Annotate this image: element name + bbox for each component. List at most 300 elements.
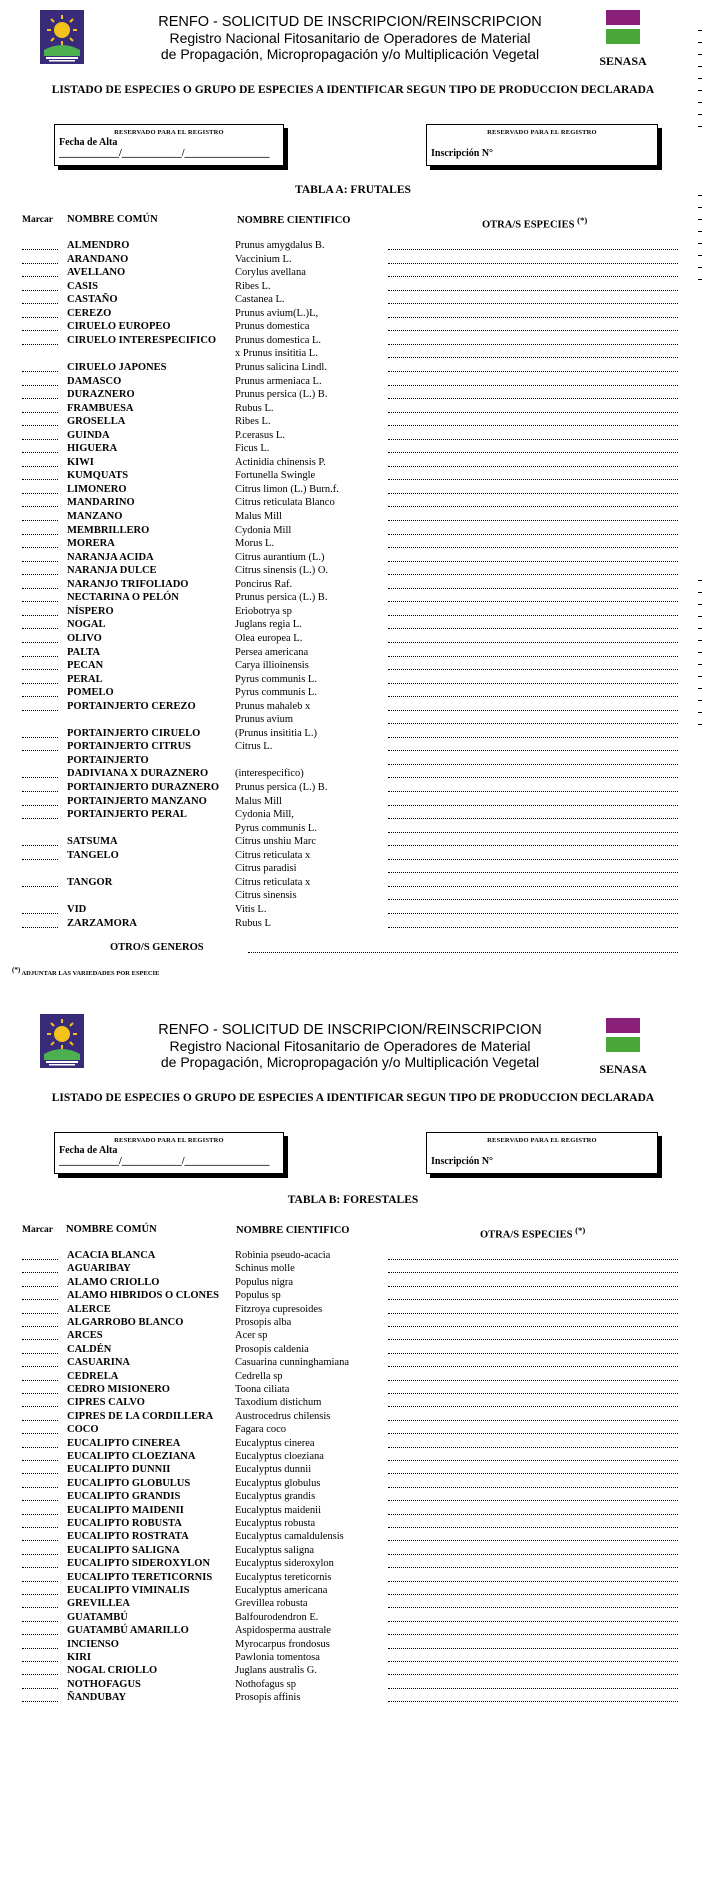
table-row	[0, 1397, 706, 1410]
otra-especie-field[interactable]	[388, 506, 678, 507]
nombre-comun-cell: DURAZNERO	[67, 389, 135, 401]
otros-generos-field[interactable]	[248, 952, 678, 953]
nombre-cientifico-cell: Eucalyptus maidenii	[235, 1504, 322, 1516]
nombre-comun-cell: MANZANO	[67, 511, 123, 522]
reserved-box-fecha-alta	[54, 1132, 284, 1174]
nombre-comun-cell: KUMQUATS	[67, 470, 129, 482]
nombre-cientifico-cell: Prunus persica (L.) B.	[235, 389, 328, 401]
nombre-comun-cell: KIRI	[67, 1652, 91, 1663]
nombre-cientifico-cell: Vaccinium L.	[235, 253, 292, 265]
marcar-field[interactable]	[22, 385, 58, 386]
marcar-field[interactable]	[22, 1473, 58, 1474]
nombre-comun-cell: CIRUELO JAPONES	[67, 361, 167, 373]
marcar-field[interactable]	[22, 263, 58, 264]
otra-especie-field[interactable]	[388, 683, 678, 684]
marcar-field[interactable]	[22, 737, 58, 738]
table-row	[0, 565, 706, 578]
marcar-field[interactable]	[22, 1406, 58, 1407]
otra-especie-field[interactable]	[388, 696, 678, 697]
table-row	[0, 606, 706, 619]
otra-especie-field[interactable]	[388, 1393, 678, 1394]
table-row	[0, 1263, 706, 1276]
nombre-comun-cell: CALDÉN	[67, 1343, 112, 1355]
otra-especie-field[interactable]	[388, 737, 678, 738]
otra-especie-field[interactable]	[388, 1380, 678, 1381]
table-row	[0, 1478, 706, 1491]
table-row	[0, 890, 706, 903]
marcar-field[interactable]	[22, 601, 58, 602]
table-row	[0, 1384, 706, 1397]
marcar-field[interactable]	[22, 1621, 58, 1622]
otra-especie-field[interactable]	[388, 1420, 678, 1421]
marcar-field[interactable]	[22, 1366, 58, 1367]
otra-especie-field[interactable]	[388, 1648, 678, 1649]
nombre-cientifico-cell: Robinia pseudo-acacia	[235, 1250, 331, 1261]
nombre-cientifico-cell: Olea europea L.	[235, 632, 303, 644]
table-row	[0, 1424, 706, 1437]
marcar-field[interactable]	[22, 371, 58, 372]
otra-especie-field[interactable]	[388, 899, 678, 900]
listado-heading: LISTADO DE ESPECIES O GRUPO DE ESPECIES A IDENTIFICAR SEGUN TIPO DE PRODUCCION DECLARADA	[51, 84, 655, 96]
otra-especie-field[interactable]	[388, 1500, 678, 1501]
otra-especie-field[interactable]	[388, 520, 678, 521]
table-row	[0, 538, 706, 551]
nombre-comun-cell: EUCALIPTO GRANDIS	[67, 1491, 181, 1503]
marcar-field[interactable]	[22, 547, 58, 548]
otra-especie-field[interactable]	[388, 1514, 678, 1515]
marcar-field[interactable]	[22, 1299, 58, 1300]
nombre-cientifico-cell: Nothofagus sp	[235, 1678, 296, 1690]
marcar-field[interactable]	[22, 412, 58, 413]
marcar-field[interactable]	[22, 642, 58, 643]
nombre-comun-cell: ZARZAMORA	[67, 917, 137, 929]
nombre-comun-cell: EUCALIPTO SALIGNA	[67, 1544, 180, 1556]
form-title: RENFO - SOLICITUD DE INSCRIPCION/REINSCRIPCION	[158, 1022, 542, 1038]
otra-especie-field[interactable]	[388, 1594, 678, 1595]
fecha-alta-field[interactable]: Fecha de Alta ____________/____________/_________________	[59, 137, 270, 159]
marcar-field[interactable]	[22, 927, 58, 928]
nombre-comun-cell: KIWI	[67, 456, 94, 468]
otra-especie-field[interactable]	[388, 601, 678, 602]
otra-especie-field[interactable]	[388, 425, 678, 426]
marcar-field[interactable]	[22, 317, 58, 318]
otra-especie-field[interactable]	[388, 1366, 678, 1367]
marcar-field[interactable]	[22, 1460, 58, 1461]
marcar-field[interactable]	[22, 1326, 58, 1327]
otra-especie-field[interactable]	[388, 1527, 678, 1528]
marcar-field[interactable]	[22, 1567, 58, 1568]
nombre-cientifico-cell: Juglans australis G.	[235, 1665, 317, 1677]
marcar-field[interactable]	[22, 805, 58, 806]
otra-especie-field[interactable]	[388, 764, 678, 765]
table-row	[0, 1250, 706, 1263]
nombre-cientifico-cell: Prosopis affinis	[235, 1692, 301, 1704]
otra-especie-field[interactable]	[388, 927, 678, 928]
otra-especie-field[interactable]	[388, 1621, 678, 1622]
nombre-cientifico-cell: Carya illioinensis	[235, 660, 309, 672]
marcar-field[interactable]	[22, 574, 58, 575]
otra-especie-field[interactable]	[388, 1701, 678, 1702]
otra-especie-field[interactable]	[388, 1567, 678, 1568]
marcar-field[interactable]	[22, 1594, 58, 1595]
nombre-comun-cell: GUINDA	[67, 429, 110, 441]
otra-especie-field[interactable]	[388, 615, 678, 616]
nombre-cientifico-cell: Eriobotrya sp	[235, 605, 292, 617]
otra-especie-field[interactable]	[388, 1447, 678, 1448]
inscripcion-number-field[interactable]: Inscripción N°	[431, 1156, 494, 1167]
otra-especie-field[interactable]	[388, 818, 678, 819]
table-row	[0, 714, 706, 727]
marcar-field[interactable]	[22, 1661, 58, 1662]
table-row	[0, 1558, 706, 1571]
marcar-field[interactable]	[22, 1487, 58, 1488]
marcar-field[interactable]	[22, 344, 58, 345]
marcar-field[interactable]	[22, 710, 58, 711]
marcar-field[interactable]	[22, 818, 58, 819]
marcar-field[interactable]	[22, 615, 58, 616]
marcar-field[interactable]	[22, 1674, 58, 1675]
marcar-field[interactable]	[22, 452, 58, 453]
nombre-comun-cell: PORTAINJERTO CIRUELO	[67, 727, 201, 739]
marcar-field[interactable]	[22, 398, 58, 399]
col-marcar-header: Marcar	[22, 215, 53, 225]
otra-especie-field[interactable]	[388, 1674, 678, 1675]
table-row	[0, 1277, 706, 1290]
otra-especie-field[interactable]	[388, 1688, 678, 1689]
otra-especie-field[interactable]	[388, 1581, 678, 1582]
otra-especie-field[interactable]	[388, 628, 678, 629]
nombre-cientifico-cell: Prunus domestica	[235, 321, 310, 333]
table-row	[0, 701, 706, 714]
table-row	[0, 1344, 706, 1357]
nombre-cientifico-cell: Rubus L.	[235, 402, 274, 414]
nombre-cientifico-cell: Eucalyptus globulus	[235, 1477, 321, 1489]
table-row	[0, 1371, 706, 1384]
table-row	[0, 470, 706, 483]
nombre-comun-cell: LIMONERO	[67, 483, 127, 495]
marcar-field[interactable]	[22, 1313, 58, 1314]
nombre-comun-cell: ARCES	[67, 1330, 103, 1342]
reserved-box-inscripcion	[426, 124, 658, 166]
otra-especie-field[interactable]	[388, 344, 678, 345]
senasa-label: SENASA	[599, 54, 647, 68]
nombre-cientifico-cell: Ribes L.	[235, 416, 271, 428]
marcar-field[interactable]	[22, 303, 58, 304]
otra-especie-field[interactable]	[388, 1433, 678, 1434]
marcar-field[interactable]	[22, 1272, 58, 1273]
nombre-cientifico-cell: Casuarina cunninghamiana	[235, 1357, 350, 1369]
otra-especie-field[interactable]	[388, 1634, 678, 1635]
form-title: RENFO - SOLICITUD DE INSCRIPCION/REINSCRIPCION	[158, 14, 542, 30]
marcar-field[interactable]	[22, 588, 58, 589]
otra-especie-field[interactable]	[388, 249, 678, 250]
otra-especie-field[interactable]	[388, 1460, 678, 1461]
marcar-field[interactable]	[22, 1433, 58, 1434]
nombre-comun-cell: CASIS	[67, 280, 98, 292]
table-row	[0, 254, 706, 267]
table-row	[0, 552, 706, 565]
otra-especie-field[interactable]	[388, 886, 678, 887]
marcar-field[interactable]	[22, 1420, 58, 1421]
marcar-field[interactable]	[22, 1581, 58, 1582]
marcar-field[interactable]	[22, 1634, 58, 1635]
otra-especie-field[interactable]	[388, 832, 678, 833]
marcar-field[interactable]	[22, 669, 58, 670]
col-nombre-cientifico-header: NOMBRE CIENTIFICO	[237, 215, 351, 226]
nombre-comun-cell: NOTHOFAGUS	[67, 1678, 141, 1690]
table-row	[0, 1317, 706, 1330]
marcar-field[interactable]	[22, 276, 58, 277]
nombre-cientifico-cell: Prunus salicina Lindl.	[235, 361, 327, 373]
nombre-cientifico-cell: Ficus L.	[235, 443, 270, 455]
marcar-field[interactable]	[22, 1607, 58, 1608]
otra-especie-field[interactable]	[388, 1540, 678, 1541]
nombre-cientifico-cell: Citrus reticulata x	[235, 849, 311, 861]
reserved-box-inscripcion	[426, 1132, 658, 1174]
marcar-field[interactable]	[22, 561, 58, 562]
marcar-field[interactable]	[22, 1648, 58, 1649]
marcar-field[interactable]	[22, 425, 58, 426]
otra-especie-field[interactable]	[388, 1353, 678, 1354]
otra-especie-field[interactable]	[388, 398, 678, 399]
otra-especie-field[interactable]	[388, 1661, 678, 1662]
otra-especie-field[interactable]	[388, 276, 678, 277]
marcar-field[interactable]	[22, 1500, 58, 1501]
marcar-field[interactable]	[22, 466, 58, 467]
marcar-field[interactable]	[22, 506, 58, 507]
otra-especie-field[interactable]	[388, 791, 678, 792]
otra-especie-field[interactable]	[388, 303, 678, 304]
otra-especie-field[interactable]	[388, 1272, 678, 1273]
otra-especie-field[interactable]	[388, 642, 678, 643]
marcar-field[interactable]	[22, 534, 58, 535]
col-marcar-header: Marcar	[22, 1225, 53, 1235]
table-row	[0, 1652, 706, 1665]
nombre-cientifico-cell: Malus Mill	[235, 795, 282, 807]
table-row	[0, 836, 706, 849]
otra-especie-field[interactable]	[388, 290, 678, 291]
nombre-comun-cell: PORTAINJERTO CITRUS	[67, 741, 192, 753]
nombre-cientifico-cell: Prunus amygdalus B.	[235, 240, 325, 251]
table-row	[0, 457, 706, 470]
otra-especie-field[interactable]	[388, 574, 678, 575]
otra-especie-field[interactable]	[388, 1487, 678, 1488]
nombre-comun-cell: EUCALIPTO GLOBULUS	[67, 1477, 191, 1489]
nombre-cientifico-cell: Pyrus communis L.	[235, 822, 317, 834]
col-otras-especies-header: OTRA/S ESPECIES (*)	[480, 1225, 586, 1241]
nombre-comun-cell: EUCALIPTO ROSTRATA	[67, 1531, 189, 1543]
table-row	[0, 741, 706, 754]
nombre-comun-cell: PORTAINJERTO MANZANO	[67, 795, 207, 807]
table-row	[0, 416, 706, 429]
nombre-comun-cell: EUCALIPTO CLOEZIANA	[67, 1451, 196, 1462]
table-row	[0, 1665, 706, 1678]
reserved-box-heading: RESERVADO PARA EL REGISTRO	[487, 129, 597, 136]
inscripcion-number-field[interactable]: Inscripción N°	[431, 148, 494, 159]
otra-especie-field[interactable]	[388, 385, 678, 386]
otra-especie-field[interactable]	[388, 750, 678, 751]
marcar-field[interactable]	[22, 1527, 58, 1528]
nombre-cientifico-cell: Grevillea robusta	[235, 1598, 308, 1610]
marcar-field[interactable]	[22, 1447, 58, 1448]
nombre-comun-cell: NARANJA ACIDA	[67, 551, 154, 563]
otra-especie-field[interactable]	[388, 710, 678, 711]
nombre-comun-cell: MORERA	[67, 538, 115, 550]
otra-especie-field[interactable]	[388, 1299, 678, 1300]
marcar-field[interactable]	[22, 750, 58, 751]
otra-especie-field[interactable]	[388, 1339, 678, 1340]
nombre-comun-cell: GREVILLEA	[67, 1598, 131, 1610]
otra-especie-field[interactable]	[388, 588, 678, 589]
marcar-field[interactable]	[22, 1514, 58, 1515]
marcar-field[interactable]	[22, 656, 58, 657]
nombre-cientifico-cell: Eucalyptus americana	[235, 1585, 328, 1596]
nombre-cientifico-cell: Rubus L	[235, 917, 271, 929]
otra-especie-field[interactable]	[388, 263, 678, 264]
table-row	[0, 877, 706, 890]
nombre-comun-cell: CIRUELO EUROPEO	[67, 321, 171, 333]
marcar-field[interactable]	[22, 249, 58, 250]
marcar-field[interactable]	[22, 1380, 58, 1381]
table-row	[0, 904, 706, 917]
table-row	[0, 348, 706, 361]
marcar-field[interactable]	[22, 1688, 58, 1689]
marcar-field[interactable]	[22, 683, 58, 684]
otra-especie-field[interactable]	[388, 452, 678, 453]
marcar-field[interactable]	[22, 479, 58, 480]
nombre-comun-cell: EUCALIPTO VIMINALIS	[67, 1585, 190, 1596]
otra-especie-field[interactable]	[388, 656, 678, 657]
marcar-field[interactable]	[22, 886, 58, 887]
otra-especie-field[interactable]	[388, 534, 678, 535]
otra-especie-field[interactable]	[388, 845, 678, 846]
marcar-field[interactable]	[22, 439, 58, 440]
table-row	[0, 1330, 706, 1343]
otra-especie-field[interactable]	[388, 317, 678, 318]
nombre-comun-cell: FRAMBUESA	[67, 402, 134, 414]
marcar-field[interactable]	[22, 290, 58, 291]
otra-especie-field[interactable]	[388, 479, 678, 480]
marcar-field[interactable]	[22, 777, 58, 778]
nombre-cientifico-cell: Cedrella sp	[235, 1370, 283, 1382]
fecha-alta-field[interactable]: Fecha de Alta ____________/____________/_________________	[59, 1145, 270, 1167]
form-subtitle-2: de Propagación, Micropropagación y/o Multiplicación Vegetal	[160, 46, 540, 62]
table-row	[0, 362, 706, 375]
otra-especie-field[interactable]	[388, 1286, 678, 1287]
form-subtitle-2: de Propagación, Micropropagación y/o Multiplicación Vegetal	[160, 1054, 540, 1070]
otra-especie-field[interactable]	[388, 561, 678, 562]
otra-especie-field[interactable]	[388, 1406, 678, 1407]
otra-especie-field[interactable]	[388, 872, 678, 873]
tabla-a-title: TABLA A: FRUTALES	[295, 184, 411, 196]
otra-especie-field[interactable]	[388, 439, 678, 440]
reserved-box-heading: RESERVADO PARA EL REGISTRO	[114, 129, 224, 136]
nombre-cientifico-cell: Aspidosperma australe	[235, 1625, 331, 1637]
marcar-field[interactable]	[22, 1393, 58, 1394]
table-row	[0, 1679, 706, 1692]
table-row	[0, 1639, 706, 1652]
otra-especie-field[interactable]	[388, 547, 678, 548]
otra-especie-field[interactable]	[388, 669, 678, 670]
marcar-field[interactable]	[22, 1339, 58, 1340]
col-nombre-comun-header: NOMBRE COMÚN	[67, 214, 158, 225]
otra-especie-field[interactable]	[388, 1554, 678, 1555]
otra-especie-field[interactable]	[388, 1607, 678, 1608]
listado-heading: LISTADO DE ESPECIES O GRUPO DE ESPECIES A IDENTIFICAR SEGUN TIPO DE PRODUCCION DECLARADA	[51, 1092, 655, 1104]
form-subtitle-1: Registro Nacional Fitosanitario de Operadores de Material	[169, 1038, 531, 1054]
nombre-cientifico-cell: Eucalyptus saligna	[235, 1544, 315, 1556]
nombre-comun-cell: NARANJO TRIFOLIADO	[67, 578, 189, 590]
table-row	[0, 1464, 706, 1477]
nombre-cientifico-cell: Citrus reticulata x	[235, 876, 311, 888]
marcar-field[interactable]	[22, 493, 58, 494]
marcar-field[interactable]	[22, 1286, 58, 1287]
otra-especie-field[interactable]	[388, 1473, 678, 1474]
marcar-field[interactable]	[22, 791, 58, 792]
marcar-field[interactable]	[22, 845, 58, 846]
otra-especie-field[interactable]	[388, 805, 678, 806]
nombre-comun-cell: EUCALIPTO MAIDENII	[67, 1504, 184, 1516]
tabla-b-title: TABLA B: FORESTALES	[287, 1194, 419, 1206]
otra-especie-field[interactable]	[388, 357, 678, 358]
marcar-field[interactable]	[22, 1554, 58, 1555]
otra-especie-field[interactable]	[388, 913, 678, 914]
table-row	[0, 1585, 706, 1598]
nombre-cientifico-cell: Austrocedrus chilensis	[235, 1410, 331, 1422]
nombre-comun-cell: ALGARROBO BLANCO	[67, 1317, 184, 1328]
table-row	[0, 809, 706, 822]
otra-especie-field[interactable]	[388, 859, 678, 860]
marcar-field[interactable]	[22, 1353, 58, 1354]
table-row	[0, 497, 706, 510]
otra-especie-field[interactable]	[388, 466, 678, 467]
otra-especie-field[interactable]	[388, 412, 678, 413]
otra-especie-field[interactable]	[388, 330, 678, 331]
senasa-logo-icon	[606, 1018, 640, 1054]
table-row	[0, 403, 706, 416]
marcar-field[interactable]	[22, 696, 58, 697]
marcar-field[interactable]	[22, 859, 58, 860]
form-subtitle-1: Registro Nacional Fitosanitario de Operadores de Material	[169, 30, 531, 46]
marcar-field[interactable]	[22, 330, 58, 331]
nombre-comun-cell: PORTAINJERTO DURAZNERO	[67, 782, 220, 793]
nombre-cientifico-cell: Prosopis caldenia	[235, 1343, 309, 1355]
nombre-cientifico-cell: (Prunus insititia L.)	[235, 727, 317, 739]
nombre-cientifico-cell: Corylus avellana	[235, 267, 306, 279]
marcar-field[interactable]	[22, 1540, 58, 1541]
nombre-comun-cell: MEMBRILLERO	[67, 524, 150, 536]
otra-especie-field[interactable]	[388, 371, 678, 372]
otra-especie-field[interactable]	[388, 723, 678, 724]
nombre-comun-cell: TANGOR	[67, 876, 113, 888]
renfo-sun-logo-icon	[40, 1014, 84, 1068]
otra-especie-field[interactable]	[388, 493, 678, 494]
marcar-field[interactable]	[22, 1259, 58, 1260]
table-row	[0, 674, 706, 687]
otra-especie-field[interactable]	[388, 1259, 678, 1260]
otra-especie-field[interactable]	[388, 1313, 678, 1314]
marcar-field[interactable]	[22, 628, 58, 629]
marcar-field[interactable]	[22, 913, 58, 914]
nombre-cientifico-cell: Pyrus communis L.	[235, 673, 317, 685]
nombre-cientifico-cell: Eucalyptus camaldulensis	[235, 1531, 344, 1543]
otra-especie-field[interactable]	[388, 777, 678, 778]
marcar-field[interactable]	[22, 1701, 58, 1702]
otra-especie-field[interactable]	[388, 1326, 678, 1327]
nombre-comun-cell: GUATAMBÚ	[67, 1611, 128, 1623]
nombre-comun-cell: CEDRELA	[67, 1370, 119, 1382]
marcar-field[interactable]	[22, 520, 58, 521]
